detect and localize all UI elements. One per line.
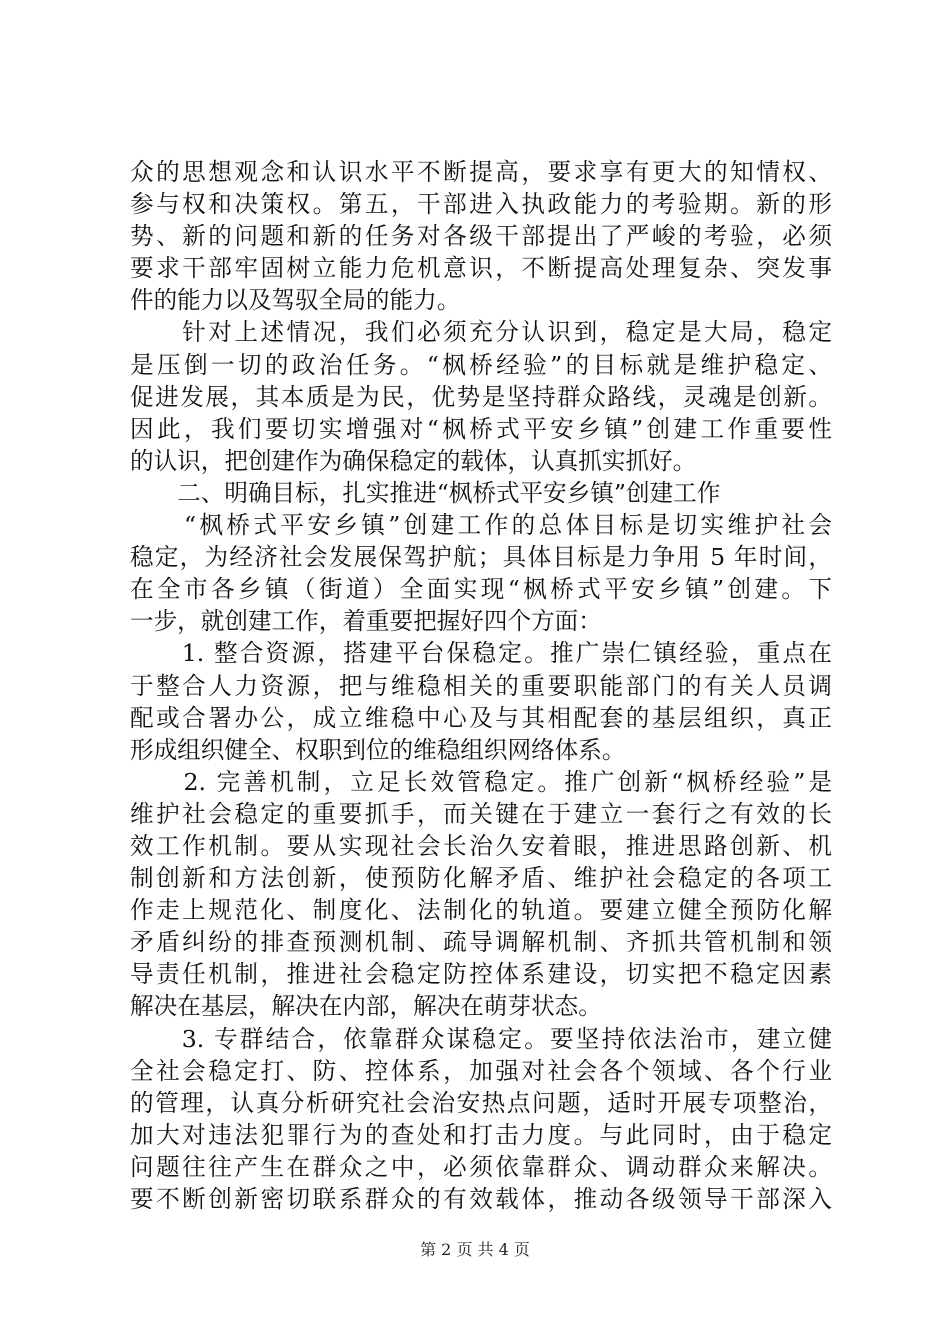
- text-line: 针对上述情况，我们必须充分认识到，稳定是大局，稳定: [130, 318, 832, 347]
- text-line: 1. 整合资源，搭建平台保稳定。推广崇仁镇经验，重点在: [130, 639, 832, 668]
- text-line: 在全市各乡镇（街道）全面实现“枫桥式平安乡镇”创建。下: [130, 575, 832, 604]
- text-line: 3. 专群结合，依靠群众谋稳定。要坚持依法治市，建立健: [130, 1024, 832, 1053]
- text-line: 一步，就创建工作，着重要把握好四个方面：: [130, 607, 602, 636]
- text-line: 矛盾纠纷的排查预测机制、疏导调解机制、齐抓共管机制和领: [130, 928, 832, 957]
- text-line: 问题往往产生在群众之中，必须依靠群众、调动群众来解决。: [130, 1152, 832, 1181]
- text-line: 效工作机制。要从实现社会长治久安着眼，推进思路创新、机: [130, 831, 832, 860]
- text-line: 加大对违法犯罪行为的查处和打击力度。与此同时，由于稳定: [130, 1120, 832, 1149]
- text-line: 要求干部牢固树立能力危机意识，不断提高处理复杂、突发事: [130, 254, 832, 283]
- text-line: 于整合人力资源，把与维稳相关的重要职能部门的有关人员调: [130, 671, 832, 700]
- text-line: 作走上规范化、制度化、法制化的轨道。要建立健全预防化解: [130, 896, 832, 925]
- text-line: 势、新的问题和新的任务对各级干部提出了严峻的考验，必须: [130, 222, 832, 251]
- text-line: 2. 完善机制，立足长效管稳定。推广创新“枫桥经验”是: [130, 767, 832, 796]
- text-line: 维护社会稳定的重要抓手，而关键在于建立一套行之有效的长: [130, 799, 832, 828]
- text-line: 参与权和决策权。第五，干部进入执政能力的考验期。新的形: [130, 190, 832, 219]
- text-line: 要不断创新密切联系群众的有效载体，推动各级领导干部深入: [130, 1185, 832, 1213]
- text-line: 制创新和方法创新，使预防化解矛盾、维护社会稳定的各项工: [130, 864, 832, 893]
- text-line: 解决在基层，解决在内部，解决在萌芽状态。: [130, 992, 602, 1021]
- document-body: [130, 156, 832, 1215]
- text-line: 导责任机制，推进社会稳定防控体系建设，切实把不稳定因素: [130, 960, 832, 989]
- text-line: 众的思想观念和认识水平不断提高，要求享有更大的知情权、: [130, 158, 832, 186]
- text-line: 二、明确目标，扎实推进“枫桥式平安乡镇”创建工作: [130, 478, 721, 507]
- text-line: 件的能力以及驾驭全局的能力。: [130, 286, 461, 315]
- text-line: 促进发展，其本质是为民，优势是坚持群众路线，灵魂是创新。: [130, 382, 832, 411]
- page-number-footer: 第 2 页 共 4 页: [420, 1240, 530, 1259]
- text-line: 稳定，为经济社会发展保驾护航；具体目标是力争用 5 年时间，: [130, 543, 832, 572]
- text-line: 全社会稳定打、防、控体系，加强对社会各个领域、各个行业: [130, 1056, 832, 1085]
- text-line: 的认识，把创建作为确保稳定的载体，认真抓实抓好。: [130, 446, 697, 475]
- text-line: 的管理，认真分析研究社会治安热点问题，适时开展专项整治，: [130, 1088, 832, 1117]
- text-line: 因此，我们要切实增强对“枫桥式平安乡镇”创建工作重要性: [130, 414, 832, 443]
- text-line: 形成组织健全、权职到位的维稳组织网络体系。: [130, 735, 626, 764]
- text-line: 配或合署办公，成立维稳中心及与其相配套的基层组织，真正: [130, 703, 832, 732]
- text-line: 是压倒一切的政治任务。“枫桥经验”的目标就是维护稳定、: [130, 350, 832, 379]
- text-line: “枫桥式平安乡镇”创建工作的总体目标是切实维护社会: [130, 511, 832, 540]
